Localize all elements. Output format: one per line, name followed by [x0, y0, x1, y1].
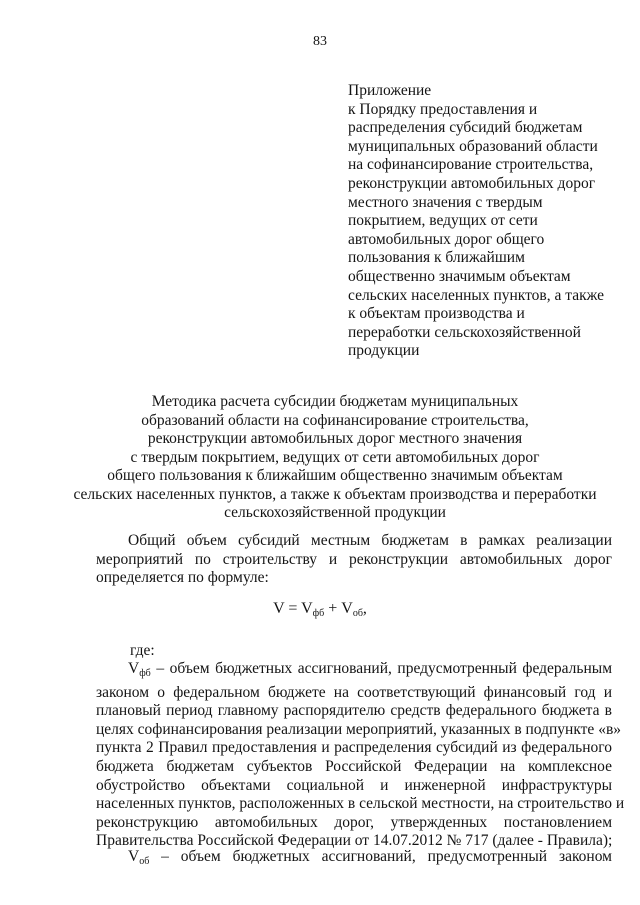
title-line: с твердым покрытием, ведущих от сети автомобильных дорог [130, 448, 540, 466]
appendix-line: переработки сельскохозяйственной [348, 323, 581, 341]
document-title [70, 393, 600, 523]
vfb-line: Правительства Российской Федерации от 14.07.2012 № 717 (далее - Правила); [96, 832, 613, 850]
appendix-line: Приложение [348, 82, 432, 99]
appendix-line: к объектам производства и [348, 305, 525, 323]
vfb-symbol: V [128, 660, 140, 677]
vob-sub: об [139, 856, 150, 867]
vob-definition [96, 848, 612, 872]
appendix-line: к Порядку предоставления и [348, 100, 538, 118]
title-line: Методика расчета субсидии бюджетам муниципальных [151, 393, 519, 410]
formula-plus: + V [324, 600, 353, 617]
title-line: общего пользования к ближайшим общественно значимым объектам [107, 467, 563, 484]
appendix-line: пользования к ближайшим [348, 249, 525, 267]
intro-paragraph [96, 532, 612, 588]
appendix-header [348, 82, 618, 361]
vfb-definition [96, 660, 625, 851]
formula-tail: , [362, 600, 367, 617]
vfb-line: населенных пунктов, расположенных в сельской местности, на строительство и [96, 795, 625, 813]
vfb-line: бюджета бюджетам субъектов Российской Федерации на комплексное [96, 757, 612, 775]
appendix-line: покрытием, ведущих от сети [348, 212, 538, 230]
vfb-line: законом о федеральном бюджете на соответствующий финансовый год и [96, 683, 612, 701]
vfb-line: реконструкцию автомобильных дорог, утвержденных постановлением [96, 813, 612, 831]
formula-sub-fb: фб [312, 608, 325, 619]
vfb-first-text: – объем бюджетных ассигнований, предусмотренный федеральным [150, 660, 612, 677]
title-line: образований области на софинансирование строительства, [141, 411, 529, 429]
vob-first-line [96, 848, 612, 872]
formula-lhs: V = V [273, 600, 313, 617]
vfb-first-line [96, 660, 612, 684]
vfb-line: плановый период главному распорядителю средств федерального бюджета в [96, 702, 612, 720]
title-line: сельских населенных пунктов, а также к объектам производства и переработки [73, 485, 597, 503]
appendix-line: автомобильных дорог общего [348, 230, 545, 248]
vob-first-text: – объем бюджетных ассигнований, предусмотренный законом [149, 848, 612, 865]
vfb-line: пункта 2 Правил предоставления и распределения субсидий из федерального [96, 739, 612, 757]
vob-symbol: V [128, 848, 140, 865]
intro-line: мероприятий по строительству и реконструкции автомобильных дорог [96, 550, 612, 568]
page-number: 83 [313, 34, 327, 49]
appendix-line: общественно значимым объектам [348, 267, 571, 285]
formula [0, 600, 640, 619]
appendix-line: продукции [348, 342, 420, 360]
appendix-line: на софинансирование строительства, [348, 156, 594, 174]
vfb-sub: фб [139, 668, 151, 679]
formula-sub-ob: об [352, 608, 363, 619]
vfb-line: обустройство объектами социальной и инженерной инфраструктуры [96, 776, 612, 794]
title-line: реконструкции автомобильных дорог местного значения [147, 430, 523, 447]
appendix-line: распределения субсидий бюджетам [348, 119, 583, 137]
intro-line: определяется по формуле: [96, 569, 269, 587]
appendix-line: реконструкции автомобильных дорог [348, 174, 596, 192]
intro-line: Общий объем субсидий местным бюджетам в рамках реализации [128, 532, 612, 549]
vfb-line: целях софинансирования реализации мероприятий, указанных в подпункте «в» [96, 720, 622, 738]
where-label: где: [130, 642, 155, 659]
appendix-line: местного значения с твердым [348, 193, 543, 211]
appendix-line: сельских населенных пунктов, а также [348, 286, 605, 304]
title-line: сельскохозяйственной продукции [224, 504, 446, 521]
appendix-line: муниципальных образований области [348, 137, 598, 155]
